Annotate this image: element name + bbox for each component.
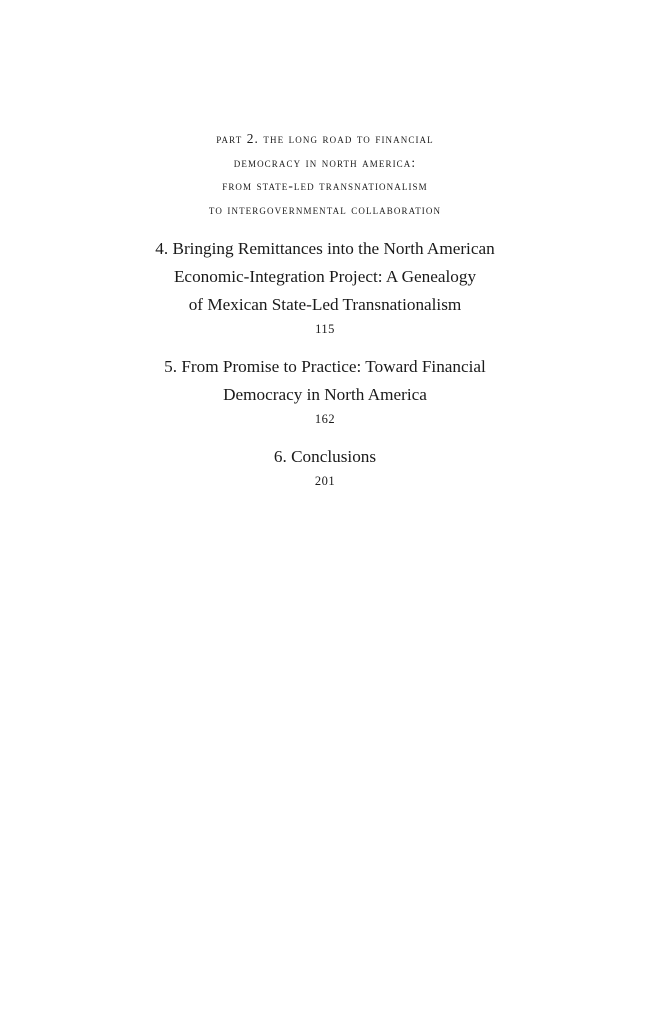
chapter-title-line: 5. From Promise to Practice: Toward Financial (164, 357, 486, 376)
chapter-page-number: 201 (314, 474, 336, 488)
chapter-entry-4[interactable] (134, 235, 516, 339)
part-heading-line: part 2. the long road to financial (216, 131, 434, 146)
part-heading-line: democracy in north america: (233, 154, 417, 170)
chapter-title (134, 235, 516, 319)
chapter-title-line: Economic-Integration Project: A Genealogy (173, 267, 477, 286)
part-heading-line: to intergovernmental collaboration (208, 201, 442, 217)
chapter-page-number: 162 (314, 412, 336, 426)
table-of-contents (134, 127, 516, 505)
chapter-title-line: 6. Conclusions (273, 447, 377, 466)
chapter-page-number: 115 (315, 322, 335, 336)
chapter-title-line: Democracy in North America (223, 385, 427, 404)
part-heading-line: from state-led transnationalism (222, 178, 428, 193)
chapter-title (134, 443, 516, 471)
chapter-list (134, 235, 516, 491)
chapter-entry-6[interactable] (134, 443, 516, 491)
chapter-title-line: 4. Bringing Remittances into the North American (155, 239, 495, 258)
chapter-entry-5[interactable] (134, 353, 516, 429)
chapter-title (134, 353, 516, 409)
part-heading (134, 127, 516, 221)
chapter-title-line: of Mexican State-Led Transnationalism (188, 295, 462, 314)
